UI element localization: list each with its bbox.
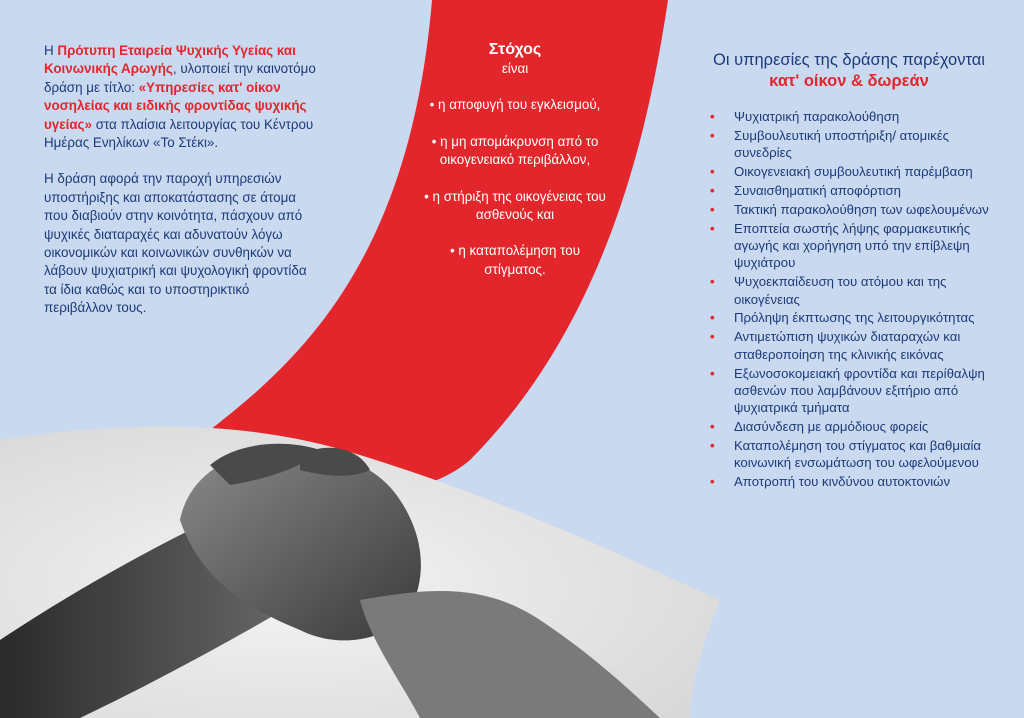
services-panel xyxy=(704,50,994,492)
list-item xyxy=(704,220,994,272)
description-paragraph: Η δράση αφορά την παροχή υπηρεσιών υποστήριξης και αποκατάστασης σε άτομα που διαβιούν στην κοινότητα, πάσχουν από ψυχικές διαταραχές και αδυνατούν λόγω οικονομικών και κοινωνικών συνθηκών να λάβουν ψυχιατρική και ψυχολογική φροντίδα τα ίδια καθώς και το υποστηρικτικό περιβάλλον τους. xyxy=(44,171,307,316)
action-title: «Υπηρεσίες κατ' οίκον νοσηλείας και ειδικής φροντίδας ψυχικής υγείας» xyxy=(44,79,307,132)
bullet-icon: • xyxy=(710,127,715,143)
bullet-icon: • xyxy=(710,365,715,381)
goal-item: • η καταπολέμηση του στίγματος. xyxy=(449,243,581,277)
list-item xyxy=(704,182,994,199)
bullet-icon: • xyxy=(710,310,715,326)
list-item xyxy=(704,201,994,218)
intro-suffix: στα πλαίσια λειτουργίας του Κέντρου Ημέρας Ενηλίκων «Το Στέκι». xyxy=(44,116,314,151)
service-text: Καταπολέμηση του στίγματος και βαθμιαία κοινωνική ενσωμάτωση του ωφελούμενου xyxy=(734,437,982,471)
services-title xyxy=(704,50,994,92)
bullet-icon: • xyxy=(710,164,715,180)
service-text: Εποπτεία σωστής λήψης φαρμακευτικής αγωγής και χορήγηση υπό την επίβλεψη ψυχιάτρου xyxy=(734,220,971,271)
bullet-icon: • xyxy=(710,437,715,453)
list-item xyxy=(704,108,994,125)
service-text: Ψυχιατρική παρακολούθηση xyxy=(734,109,900,124)
list-item xyxy=(704,328,994,363)
list-item xyxy=(704,418,994,435)
list-item xyxy=(704,163,994,180)
list-item xyxy=(704,309,994,326)
service-text: Αποτροπή του κινδύνου αυτοκτονιών xyxy=(734,474,951,490)
service-text: Αντιμετώπιση ψυχικών διαταραχών και σταθεροποίηση της κλινικής εικόνας xyxy=(734,329,961,362)
bullet-icon: • xyxy=(710,329,715,345)
list-item xyxy=(704,437,994,472)
services-title-text: Οι υπηρεσίες της δράσης παρέχονται xyxy=(713,51,985,69)
bullet-icon: • xyxy=(710,220,715,236)
bullet-icon: • xyxy=(710,418,715,434)
service-text: Συναισθηματική αποφόρτιση xyxy=(734,182,901,198)
list-item xyxy=(704,365,994,417)
services-list xyxy=(704,108,994,490)
service-text: Τακτική παρακολούθηση των ωφελουμένων xyxy=(734,201,989,217)
organization-name: Πρότυπη Εταιρεία Ψυχικής Υγείας και Κοινωνικής Αρωγής xyxy=(44,43,296,77)
service-text: Οικογενειακή συμβουλευτική παρέμβαση xyxy=(734,164,973,180)
service-text: Εξωνοσοκομειακή φροντίδα και περίθαλψη ασθενών που λαμβάνουν εξιτήριο από ψυχιατρικά τμήματα xyxy=(734,365,985,416)
bullet-icon: • xyxy=(710,474,715,490)
intro-panel xyxy=(44,42,319,336)
service-text: Ψυχοεκπαίδευση του ατόμου και της οικογένειας xyxy=(734,274,947,307)
goals-subtitle: είναι xyxy=(501,61,529,76)
goal-item: • η στήριξη της οικογένειας του ασθενούς και xyxy=(424,188,606,223)
intro-prefix: Η xyxy=(44,43,58,58)
goal-item: • η αποφυγή του εγκλεισμού, xyxy=(429,97,601,113)
bullet-icon: • xyxy=(710,109,715,124)
list-item xyxy=(704,127,994,162)
bullet-icon: • xyxy=(710,201,715,217)
service-text: Διασύνδεση με αρμόδιους φορείς xyxy=(734,418,929,434)
service-text: Πρόληψη έκπτωσης της λειτουργικότητας xyxy=(734,310,975,326)
goal-item: • η μη απομάκρυνση από το οικογενειακό περιβάλλον, xyxy=(431,133,599,168)
intro-paragraph xyxy=(44,42,319,152)
list-item xyxy=(704,273,994,308)
bullet-icon: • xyxy=(710,182,715,198)
intro-middle: , υλοποιεί την καινοτόμο δράση με τίτλο: xyxy=(44,61,316,95)
goals-panel xyxy=(420,40,610,279)
list-item xyxy=(704,473,994,490)
services-title-highlight: κατ' οίκον & δωρεάν xyxy=(769,72,929,90)
goals-title: Στόχος xyxy=(488,41,542,58)
bullet-icon: • xyxy=(710,274,715,290)
service-text: Συμβουλευτική υποστήριξη/ ατομικές συνεδρίες xyxy=(734,127,949,161)
